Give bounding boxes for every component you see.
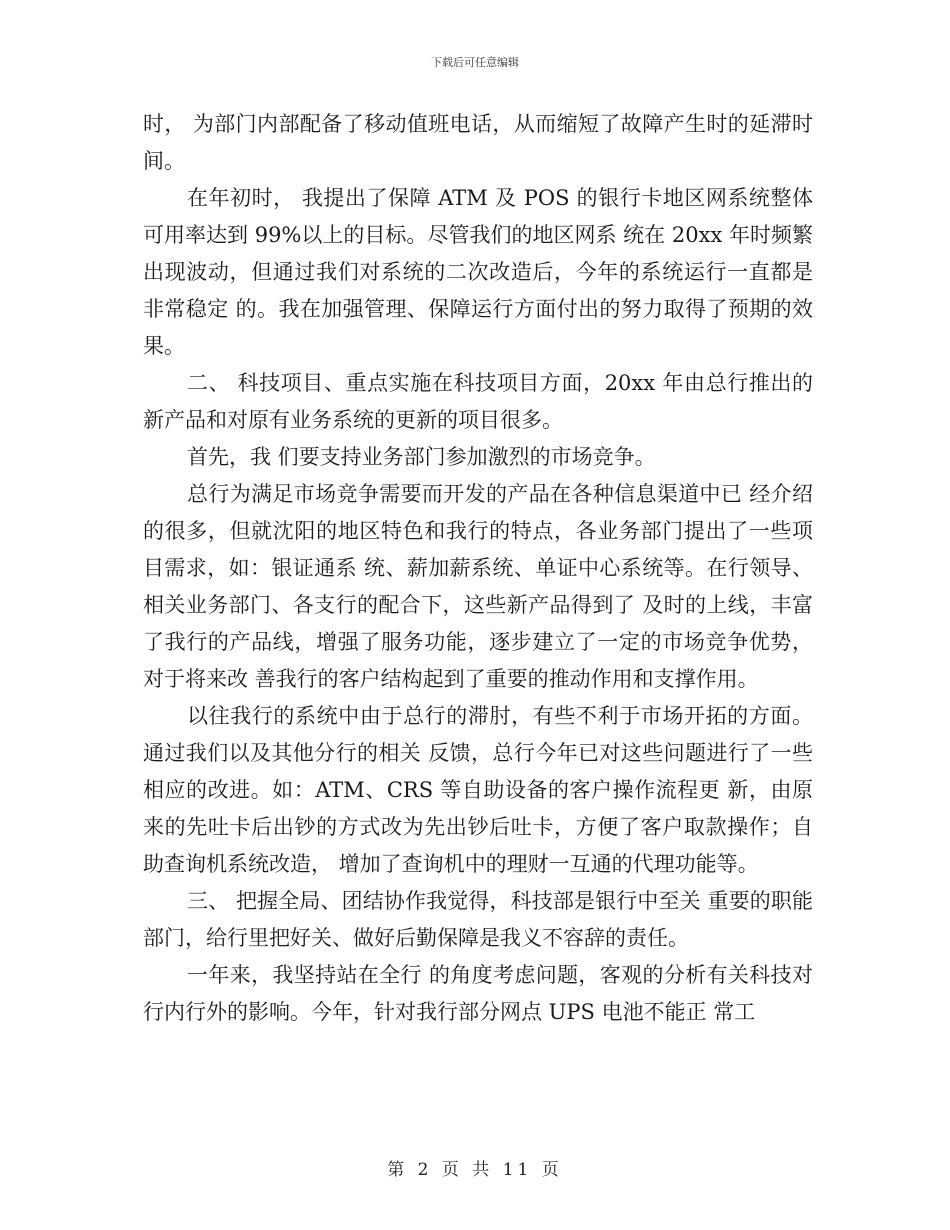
paragraph-8: 一年来，我坚持站在全行 的角度考虑问题，客观的分析有关科技对行内行外的影响。今年，针对我行部分网点 UPS 电池不能正 常工 [143, 963, 813, 1024]
paragraph-1: 时， 为部门内部配备了移动值班电话，从而缩短了故障产生时的延滞时间。 [143, 112, 813, 173]
paragraph-3: 二、 科技项目、重点实施在科技项目方面，20xx 年由总行推出的新产品和对原有业务系统的更新的项目很多。 [143, 371, 813, 432]
paragraph-2: 在年初时， 我提出了保障 ATM 及 POS 的银行卡地区网系统整体可用率达到 99%以上的目标。尽管我们的地区网系 统在 20xx 年时频繁出现波动，但通过我们对系统的二次改造后，今年的系统运行一直都是非常稳定 的。我在加强管理、保障运行方面付出的努力取得了预期的效果。 [143, 186, 813, 358]
page-footer: 第 2 页 共 11 页 [387, 1160, 563, 1180]
paragraph-7: 三、 把握全局、团结协作我觉得，科技部是银行中至关 重要的职能部门，给行里把好关、做好后勤保障是我义不容辞的责任。 [143, 889, 813, 950]
paragraph-4: 首先，我 们要支持业务部门参加激烈的市场竞争。 [187, 445, 656, 469]
page-header: 下载后可任意编辑 [431, 56, 519, 69]
paragraph-6: 以往我行的系统中由于总行的滞肘，有些不利于市场开拓的方面。通过我们以及其他分行的相关 反馈，总行今年已对这些问题进行了一些相应的改进。如：ATM、CRS 等自助设备的客户操作流程更 新，由原来的先吐卡后出钞的方式改为先出钞后吐卡，方便了客户取款操作；自助查询机系统改造， 增加了查询机中的理财一互通的代理功能等。 [143, 704, 813, 876]
document-body [143, 106, 813, 1031]
paragraph-5: 总行为满足市场竞争需要而开发的产品在各种信息渠道中已 经介绍的很多，但就沈阳的地区特色和我行的特点，各业务部门提出了一些项目需求，如：银证通系 统、薪加薪系统、单证中心系统等。在行领导、相关业务部门、各支行的配合下，这些新产品得到了 及时的上线，丰富了我行的产品线，增强了服务功能，逐步建立了一定的市场竞争优势，对于将来改 善我行的客户结构起到了重要的推动作用和支撑作用。 [143, 482, 813, 691]
